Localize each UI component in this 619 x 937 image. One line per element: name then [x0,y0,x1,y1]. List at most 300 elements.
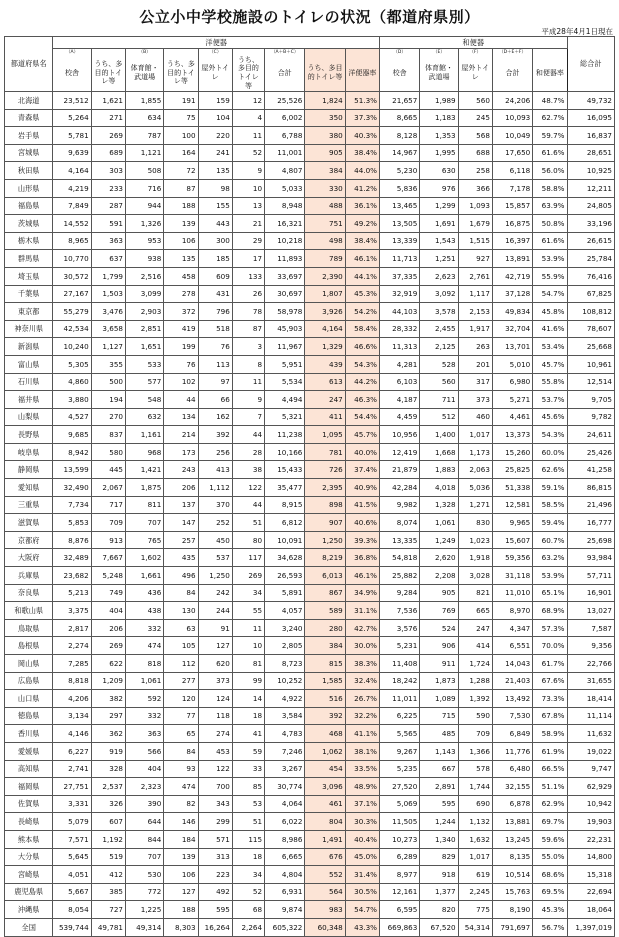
table-cell: 14,800 [567,848,615,866]
table-cell: 1,995 [420,144,458,162]
table-cell: 2,805 [265,637,305,655]
table-cell: 41,258 [567,461,615,479]
table-cell: 51 [232,813,264,831]
table-cell: 2,208 [420,567,458,585]
table-cell: 6,931 [265,883,305,901]
table-cell: 413 [198,461,232,479]
table-cell: 5,836 [379,179,419,197]
table-cell: 112 [164,655,198,673]
table-cell: 68 [232,901,264,919]
table-cell: 61.7% [533,655,567,673]
table-cell: 7,667 [91,549,125,567]
prefecture-name: 長崎県 [5,813,53,831]
table-cell: 8,965 [53,232,91,250]
table-cell: 11,505 [379,813,419,831]
table-cell: 36.8% [345,549,379,567]
table-cell: 45.6% [533,408,567,426]
table-cell: 25,668 [567,338,615,356]
table-cell: 1,661 [125,567,163,585]
prefecture-name: 宮崎県 [5,866,53,884]
table-cell: 68.6% [533,866,567,884]
table-cell: 127 [198,637,232,655]
table-cell: 769 [420,602,458,620]
prefecture-name: 石川県 [5,373,53,391]
table-row [5,479,615,497]
table-cell: 51 [232,514,264,532]
prefecture-name: 高知県 [5,760,53,778]
table-cell: 3,880 [53,391,91,409]
table-cell: 8,135 [492,848,532,866]
table-cell: 60.0% [533,443,567,461]
table-cell: 7,285 [53,655,91,673]
table-cell: 124 [198,690,232,708]
table-cell: 54.3% [345,355,379,373]
table-cell: 3,375 [53,602,91,620]
table-cell: 33,697 [265,267,305,285]
table-cell: 28,651 [567,144,615,162]
table-cell: 19,903 [567,813,615,831]
table-cell: 55,279 [53,303,91,321]
prefecture-name: 東京都 [5,303,53,321]
table-cell: 1,679 [458,215,492,233]
table-cell: 3,099 [125,285,163,303]
table-cell: 1,491 [305,830,345,848]
table-cell: 45.7% [345,426,379,444]
table-cell: 1,209 [91,672,125,690]
table-cell: 1,377 [420,883,458,901]
table-cell: 46.6% [345,338,379,356]
table-cell: 689 [91,144,125,162]
table-cell: 66.5% [533,760,567,778]
table-cell: 15,433 [265,461,305,479]
table-cell: 58,978 [265,303,305,321]
table-cell: 41.1% [345,725,379,743]
table-cell: 3,658 [91,320,125,338]
table-row [5,250,615,268]
table-cell: 435 [164,549,198,567]
table-cell: 21 [232,215,264,233]
table-row [5,443,615,461]
table-cell: 12 [232,92,264,110]
table-cell: 811 [125,496,163,514]
table-cell: 571 [198,830,232,848]
table-cell: 9,284 [379,584,419,602]
table-cell: 27,167 [53,285,91,303]
prefecture-name: 栃木県 [5,232,53,250]
table-cell: 390 [125,795,163,813]
table-cell: 1,250 [198,567,232,585]
table-cell: 32,490 [53,479,91,497]
table-cell: 51,338 [492,479,532,497]
table-row [5,197,615,215]
table-cell: 6,849 [492,725,532,743]
prefecture-name: 大分県 [5,848,53,866]
table-cell: 99 [232,672,264,690]
prefecture-name: 埼玉県 [5,267,53,285]
table-cell: 122 [198,760,232,778]
table-cell: 42,719 [492,267,532,285]
table-cell: 976 [420,179,458,197]
table-cell: 488 [305,197,345,215]
table-cell: 139 [164,215,198,233]
table-cell: 22,231 [567,830,615,848]
table-cell: 32,155 [492,778,532,796]
column-label: 屋外トイレ [201,64,229,81]
table-cell: 380 [305,127,345,145]
table-cell: 49,834 [492,303,532,321]
table-cell: 1,632 [458,830,492,848]
table-cell: 270 [91,408,125,426]
table-cell: 366 [458,179,492,197]
table-cell: 55.9% [533,267,567,285]
table-cell: 53.7% [533,391,567,409]
table-cell: 258 [458,162,492,180]
table-row [5,830,615,848]
table-cell: 385 [91,883,125,901]
column-code: （A＋B＋C） [271,50,299,55]
table-cell: 13,339 [379,232,419,250]
table-cell: 63 [164,619,198,637]
table-cell: 45.3% [533,901,567,919]
table-cell: 8,948 [265,197,305,215]
table-cell: 468 [305,725,345,743]
table-cell: 77 [164,707,198,725]
table-cell: 27,751 [53,778,91,796]
table-cell: 14,043 [492,655,532,673]
column-header [305,49,345,92]
table-cell: 3,092 [420,285,458,303]
prefecture-name: 熊本県 [5,830,53,848]
table-cell: 11 [232,127,264,145]
table-cell: 78,607 [567,320,615,338]
table-cell: 3,584 [265,707,305,725]
table-cell: 564 [305,883,345,901]
table-cell: 40.4% [345,830,379,848]
table-cell: 245 [458,109,492,127]
table-cell: 73.3% [533,690,567,708]
table-cell: 1,621 [91,92,125,110]
table-cell: 41.5% [345,496,379,514]
table-cell: 3,578 [420,303,458,321]
table-cell: 52 [232,883,264,901]
table-cell: 9,782 [567,408,615,426]
table-cell: 33.5% [345,760,379,778]
table-cell: 25,882 [379,567,419,585]
table-cell: 11,011 [379,690,419,708]
table-cell: 4,494 [265,391,305,409]
table-cell: 58.9% [533,725,567,743]
column-header [420,49,458,92]
table-cell: 17,650 [492,144,532,162]
table-cell: 57,711 [567,567,615,585]
table-cell: 438 [125,602,163,620]
table-cell: 19,022 [567,742,615,760]
table-cell: 332 [125,707,163,725]
column-header [458,49,492,92]
table-cell: 82 [164,795,198,813]
table-cell: 580 [91,443,125,461]
table-cell: 91 [198,619,232,637]
table-cell: 6,812 [265,514,305,532]
table-cell: 61.6% [533,232,567,250]
table-cell: 9,356 [567,637,615,655]
table-cell: 30.5% [345,883,379,901]
table-cell: 38 [232,461,264,479]
table-cell: 269 [232,567,264,585]
table-cell: 512 [420,408,458,426]
table-cell: 58.4% [345,320,379,338]
table-cell: 4,187 [379,391,419,409]
table-cell: 53.9% [533,567,567,585]
table-cell: 5,235 [379,760,419,778]
table-row [5,267,615,285]
table-cell: 592 [125,690,163,708]
table-cell: 5,230 [379,162,419,180]
table-cell: 1,299 [420,197,458,215]
prefecture-name: 和歌山県 [5,602,53,620]
table-cell: 355 [91,355,125,373]
table-cell: 22,766 [567,655,615,673]
table-cell: 37.1% [345,795,379,813]
table-cell: 9,874 [265,901,305,919]
table-cell: 28,332 [379,320,419,338]
table-cell: 105 [164,637,198,655]
table-cell: 8,977 [379,866,419,884]
table-cell: 1,855 [125,92,163,110]
table-cell: 11,313 [379,338,419,356]
prefecture-name: 山形県 [5,179,53,197]
table-cell: 11,010 [492,584,532,602]
table-cell: 41.2% [345,179,379,197]
table-cell: 11,114 [567,707,615,725]
table-cell: 24,805 [567,197,615,215]
table-cell: 5,534 [265,373,305,391]
table-cell: 5,645 [53,848,91,866]
table-cell: 199 [164,338,198,356]
table-cell: 29 [232,232,264,250]
table-cell: 392 [305,707,345,725]
table-cell: 528 [420,355,458,373]
table-cell: 185 [198,250,232,268]
table-cell: 350 [305,109,345,127]
table-cell: 1,328 [420,496,458,514]
table-cell: 3,576 [379,619,419,637]
column-header [198,49,232,92]
table-cell: 93,984 [567,549,615,567]
prefecture-name: 沖縄県 [5,901,53,919]
table-cell: 23,682 [53,567,91,585]
table-cell: 44 [232,426,264,444]
table-cell: 13,465 [379,197,419,215]
table-cell: 45,903 [265,320,305,338]
table-cell: 4,347 [492,619,532,637]
table-cell: 87 [164,179,198,197]
table-cell: 2,623 [420,267,458,285]
table-cell: 2,891 [420,778,458,796]
table-cell: 577 [125,373,163,391]
table-cell: 431 [198,285,232,303]
table-cell: 518 [198,320,232,338]
table-cell: 637 [91,250,125,268]
table-cell: 519 [91,848,125,866]
table-cell: 9,747 [567,760,615,778]
table-row [5,760,615,778]
table-cell: 30,697 [265,285,305,303]
table-cell: 44 [164,391,198,409]
table-cell: 6,878 [492,795,532,813]
table-cell: 830 [458,514,492,532]
table-cell: 10 [232,179,264,197]
table-cell: 38.3% [345,655,379,673]
table-cell: 242 [198,584,232,602]
table-cell: 3,240 [265,619,305,637]
table-cell: 867 [305,584,345,602]
table-cell: 619 [458,866,492,884]
table-cell: 911 [420,655,458,673]
prefecture-name: 秋田県 [5,162,53,180]
table-cell: 1,061 [420,514,458,532]
table-cell: 5,248 [91,567,125,585]
table-cell: 5,033 [265,179,305,197]
table-cell: 411 [305,408,345,426]
table-row [5,725,615,743]
table-cell: 1,340 [420,830,458,848]
as-of-date: 平成28年4月1日現在 [541,27,613,36]
table-cell: 815 [305,655,345,673]
column-label: 和便器率 [535,68,564,77]
table-cell: 56.7% [533,918,567,936]
table-cell: 15,318 [567,866,615,884]
table-cell: 6,002 [265,109,305,127]
table-cell: 498 [305,232,345,250]
table-cell: 40.3% [345,127,379,145]
table-cell: 905 [420,584,458,602]
table-cell: 280 [305,619,345,637]
table-cell: 4,860 [53,373,91,391]
table-cell: 303 [91,162,125,180]
table-cell: 1,392 [458,690,492,708]
table-cell: 717 [91,496,125,514]
table-cell: 5,951 [265,355,305,373]
table-cell: 4,146 [53,725,91,743]
table-cell: 31,655 [567,672,615,690]
table-cell: 59.6% [533,830,567,848]
table-row [5,637,615,655]
table-cell: 13,599 [53,461,91,479]
table-cell: 31.4% [345,866,379,884]
table-cell: 10,252 [265,672,305,690]
table-cell: 271 [91,109,125,127]
table-row [5,373,615,391]
table-cell: 76 [164,355,198,373]
table-cell: 6,551 [492,637,532,655]
table-cell: 953 [125,232,163,250]
table-cell: 1,515 [458,232,492,250]
column-header [533,49,567,92]
table-cell: 59 [232,742,264,760]
table-cell: 552 [305,866,345,884]
table-cell: 76,416 [567,267,615,285]
table-cell: 59.7% [533,127,567,145]
table-cell: 709 [458,725,492,743]
column-label: 合計 [505,68,520,77]
table-cell: 837 [91,426,125,444]
prefecture-name: 滋賀県 [5,514,53,532]
table-cell: 373 [458,391,492,409]
table-row [5,303,615,321]
table-cell: 84 [164,742,198,760]
table-cell: 9,685 [53,426,91,444]
table-row [5,320,615,338]
table-cell: 384 [305,637,345,655]
table-cell: 1,183 [420,109,458,127]
table-cell: 1,117 [458,285,492,303]
prefecture-name: 福岡県 [5,778,53,796]
table-cell: 46.1% [345,250,379,268]
table-cell: 11 [232,373,264,391]
table-cell: 269 [91,637,125,655]
table-cell: 630 [420,162,458,180]
table-cell: 297 [91,707,125,725]
table-cell: 10 [232,637,264,655]
column-label: うち、多目的トイレ等 [307,64,343,81]
table-cell: 2,153 [458,303,492,321]
table-cell: 39.3% [345,531,379,549]
table-cell: 34 [232,866,264,884]
table-cell: 31,118 [492,567,532,585]
table-cell: 30,572 [53,267,91,285]
table-cell: 1,400 [420,426,458,444]
table-cell: 27,520 [379,778,419,796]
table-cell: 3,267 [265,760,305,778]
table-cell: 220 [198,127,232,145]
prefecture-name: 愛知県 [5,479,53,497]
table-cell: 49,732 [567,92,615,110]
table-cell: 485 [420,725,458,743]
table-cell: 100 [164,127,198,145]
table-cell: 135 [198,162,232,180]
table-cell: 14 [232,690,264,708]
prefecture-name: 新潟県 [5,338,53,356]
table-cell: 40.0% [345,443,379,461]
table-cell: 7,536 [379,602,419,620]
table-cell: 622 [91,655,125,673]
table-cell: 26 [232,285,264,303]
table-cell: 1,799 [91,267,125,285]
table-cell: 4,018 [420,479,458,497]
table-cell: 4,281 [379,355,419,373]
table-cell: 76 [198,338,232,356]
table-cell: 10,925 [567,162,615,180]
table-cell: 667 [420,760,458,778]
table-cell: 287 [91,197,125,215]
table-cell: 460 [458,408,492,426]
table-cell: 45.0% [345,848,379,866]
prefecture-name: 広島県 [5,672,53,690]
table-cell: 5,305 [53,355,91,373]
table-cell: 804 [305,813,345,831]
table-cell: 474 [125,637,163,655]
table-cell: 775 [458,901,492,919]
table-cell: 106 [164,866,198,884]
table-cell: 21,657 [379,92,419,110]
table-cell: 11,238 [265,426,305,444]
table-cell: 716 [125,179,163,197]
table-row [5,408,615,426]
column-label: 校舎 [65,68,80,77]
table-cell: 16,264 [198,918,232,936]
table-cell: 66 [198,391,232,409]
